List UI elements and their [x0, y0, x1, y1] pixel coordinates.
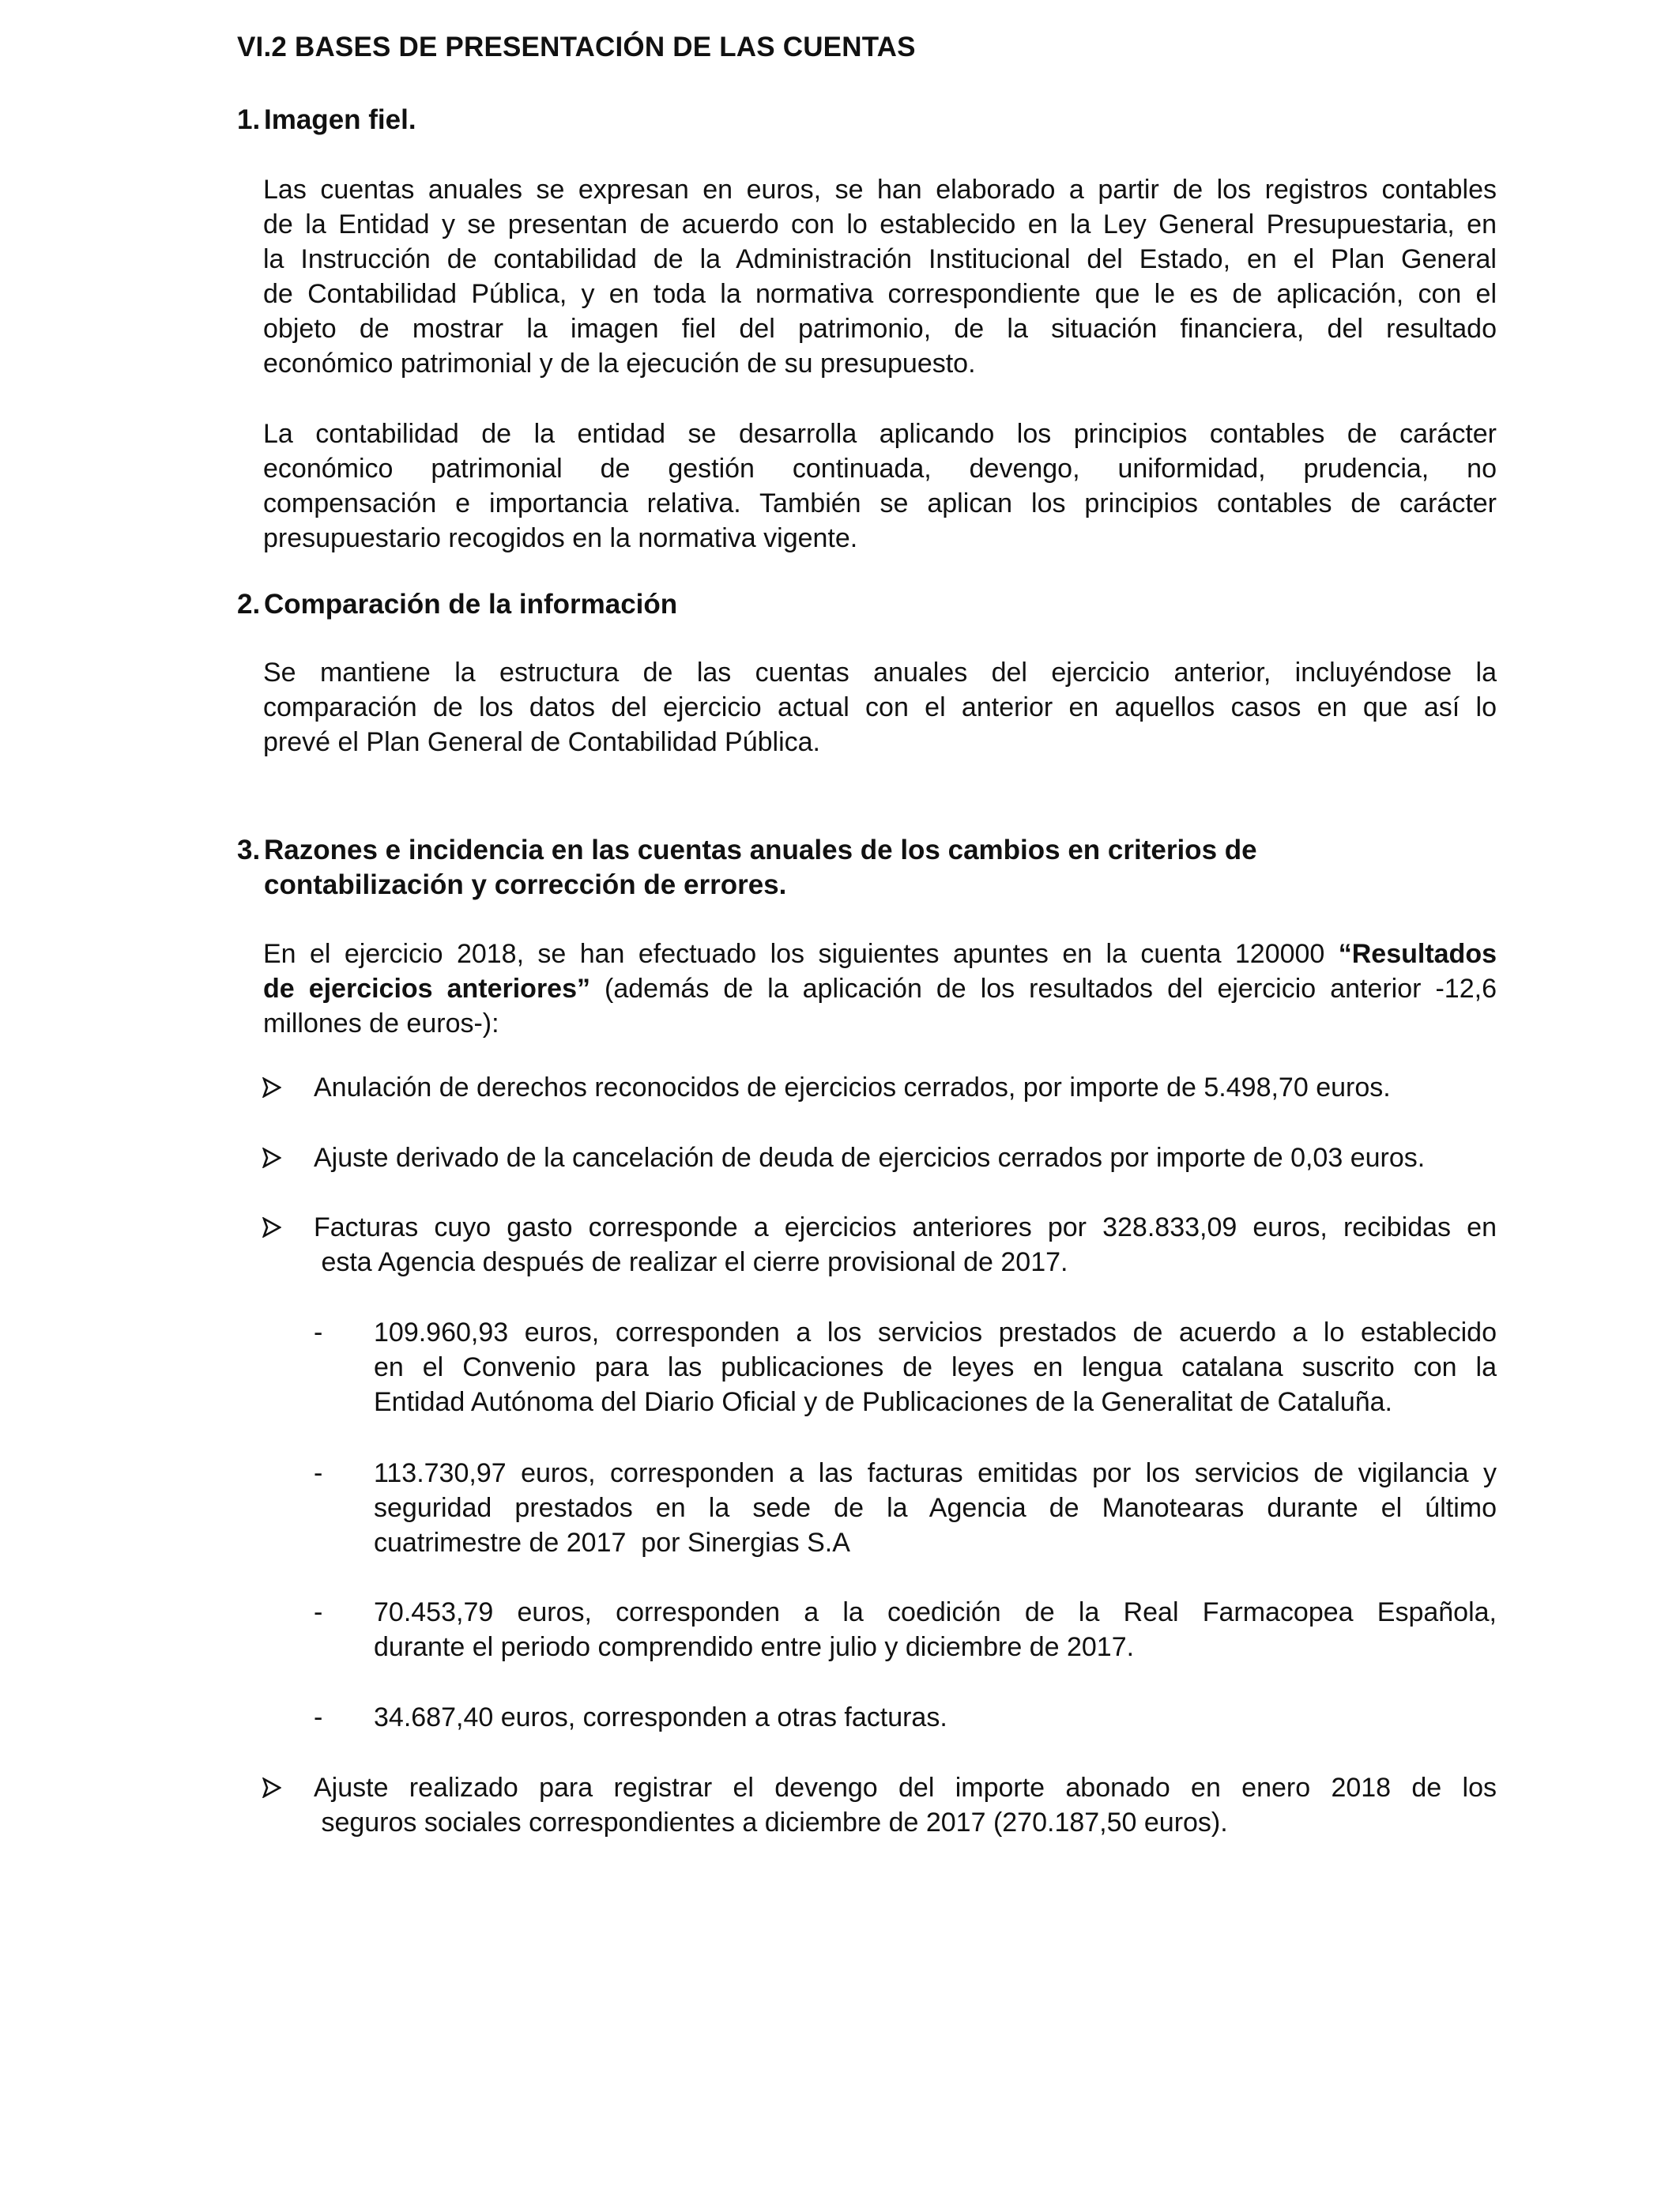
list-item: [0, 1770, 1680, 1840]
list-item-line: Ajuste realizado para registrar el devengo del importe abonado en enero 2018 de los: [314, 1773, 1497, 1803]
paragraph-line: económico patrimonial y de la ejecución de su presupuesto.: [263, 349, 976, 379]
arrow-bullet-icon: [262, 1210, 286, 1245]
section-3-heading: [237, 833, 1501, 903]
sub-list-line: 34.687,40 euros, corresponden a otras facturas.: [374, 1702, 947, 1732]
section-number: 3.: [237, 835, 261, 865]
dash-marker: -: [314, 1702, 323, 1732]
list-item: [0, 1070, 1680, 1105]
intro-bold-text: de ejercicios anteriores”: [263, 974, 591, 1004]
paragraph-line: de la Entidad y se presentan de acuerdo con lo establecido en la Ley General Presupuestaria, en: [263, 209, 1497, 239]
section-2-heading: [237, 587, 948, 622]
list-item-text: Ajuste derivado de la cancelación de deuda de ejercicios cerrados por importe de 0,03 euros.: [314, 1143, 1426, 1173]
arrow-bullet-icon: [262, 1770, 286, 1805]
section-1-heading: [237, 103, 869, 138]
sub-list-item: [0, 1595, 1680, 1664]
sub-list-line: Entidad Autónoma del Diario Oficial y de Publicaciones de la Generalitat de Cataluña.: [374, 1387, 1392, 1417]
paragraph-ejercicio-2018: [263, 937, 1497, 1041]
paragraph-line: La contabilidad de la entidad se desarrolla aplicando los principios contables de carácter: [263, 419, 1497, 449]
intro-bold-text: “Resultados: [1338, 939, 1497, 969]
page-title: VI.2 BASES DE PRESENTACIÓN DE LAS CUENTAS: [237, 32, 916, 62]
section-heading-text: Imagen fiel.: [264, 104, 416, 135]
sub-list-line: cuatrimestre de 2017 por Sinergias S.A: [374, 1528, 850, 1558]
paragraph-line: la Instrucción de contabilidad de la Administración Institucional del Estado, en el Plan General: [263, 244, 1497, 274]
section-heading-text: Comparación de la información: [264, 589, 678, 620]
sub-list-item-text: [374, 1456, 1497, 1560]
dash-marker: -: [314, 1597, 323, 1627]
intro-text: En el ejercicio 2018, se han efectuado los siguientes apuntes en la cuenta 120000: [263, 939, 1339, 969]
list-item-line: seguros sociales correspondientes a diciembre de 2017 (270.187,50 euros).: [314, 1808, 1228, 1838]
sub-list-line: durante el periodo comprendido entre julio y diciembre de 2017.: [374, 1632, 1135, 1662]
paragraph-line: Se mantiene la estructura de las cuentas anuales del ejercicio anterior, incluyéndose la: [263, 658, 1497, 688]
paragraph-imagen-fiel-2: [263, 417, 1497, 556]
arrow-bullet-icon: [262, 1140, 286, 1175]
sub-list-line: 109.960,93 euros, corresponden a los servicios prestados de acuerdo a lo establecido: [374, 1318, 1497, 1348]
paragraph-comparacion: [263, 655, 1497, 760]
paragraph-line: de Contabilidad Pública, y en toda la normativa correspondiente que le es de aplicación, con el: [263, 279, 1497, 309]
sub-list-line: 70.453,79 euros, corresponden a la coedición de la Real Farmacopea Española,: [374, 1597, 1497, 1627]
sub-list-line: 113.730,97 euros, corresponden a las facturas emitidas por los servicios de vigilancia y: [374, 1458, 1497, 1488]
paragraph-line: [263, 937, 1497, 971]
list-item-line: Facturas cuyo gasto corresponde a ejercicios anteriores por 328.833,09 euros, recibidas en: [314, 1212, 1497, 1242]
paragraph-line: compensación e importancia relativa. También se aplican los principios contables de carácter: [263, 488, 1497, 518]
list-item: [0, 1140, 1680, 1175]
dash-marker: -: [314, 1458, 323, 1488]
paragraph-line: prevé el Plan General de Contabilidad Pública.: [263, 727, 821, 757]
sub-list-item-text: [374, 1595, 1497, 1664]
dash-marker: -: [314, 1318, 323, 1348]
section-heading-text: contabilización y corrección de errores.: [264, 869, 787, 900]
list-item-text: Anulación de derechos reconocidos de ejercicios cerrados, por importe de 5.498,70 euros.: [314, 1072, 1391, 1103]
sub-list-item-text: [374, 1315, 1497, 1419]
section-number: 1.: [237, 104, 261, 135]
paragraph-line: comparación de los datos del ejercicio actual con el anterior en aquellos casos en que así lo: [263, 692, 1497, 722]
paragraph-line: presupuestario recogidos en la normativa vigente.: [263, 523, 858, 553]
sub-list-item: [0, 1456, 1680, 1560]
sub-list-item-text: [374, 1700, 1497, 1735]
arrow-bullet-icon: [262, 1070, 286, 1105]
paragraph-imagen-fiel-1: [263, 172, 1497, 381]
list-item: [0, 1210, 1680, 1280]
sub-list-line: en el Convenio para las publicaciones de leyes en lengua catalana suscrito con la: [374, 1352, 1497, 1382]
section-number: 2.: [237, 589, 261, 620]
list-item-line: esta Agencia después de realizar el cierre provisional de 2017.: [314, 1247, 1068, 1277]
sub-list-line: seguridad prestados en la sede de la Agencia de Manotearas durante el último: [374, 1493, 1497, 1523]
intro-text: (además de la aplicación de los resultados del ejercicio anterior -12,6: [590, 974, 1497, 1004]
section-heading-text: Razones e incidencia en las cuentas anuales de los cambios en criterios de: [264, 835, 1257, 865]
paragraph-line: objeto de mostrar la imagen fiel del patrimonio, de la situación financiera, del resultado: [263, 314, 1497, 344]
paragraph-line: [263, 971, 1497, 1006]
list-item-text: [314, 1210, 1497, 1280]
paragraph-line: millones de euros-):: [263, 1008, 499, 1039]
sub-list-item: [0, 1315, 1680, 1419]
list-item-text: [314, 1770, 1497, 1840]
paragraph-line: Las cuentas anuales se expresan en euros, se han elaborado a partir de los registros contables: [263, 175, 1497, 205]
sub-list-item: [0, 1700, 1680, 1735]
paragraph-line: económico patrimonial de gestión continuada, devengo, uniformidad, prudencia, no: [263, 454, 1497, 484]
